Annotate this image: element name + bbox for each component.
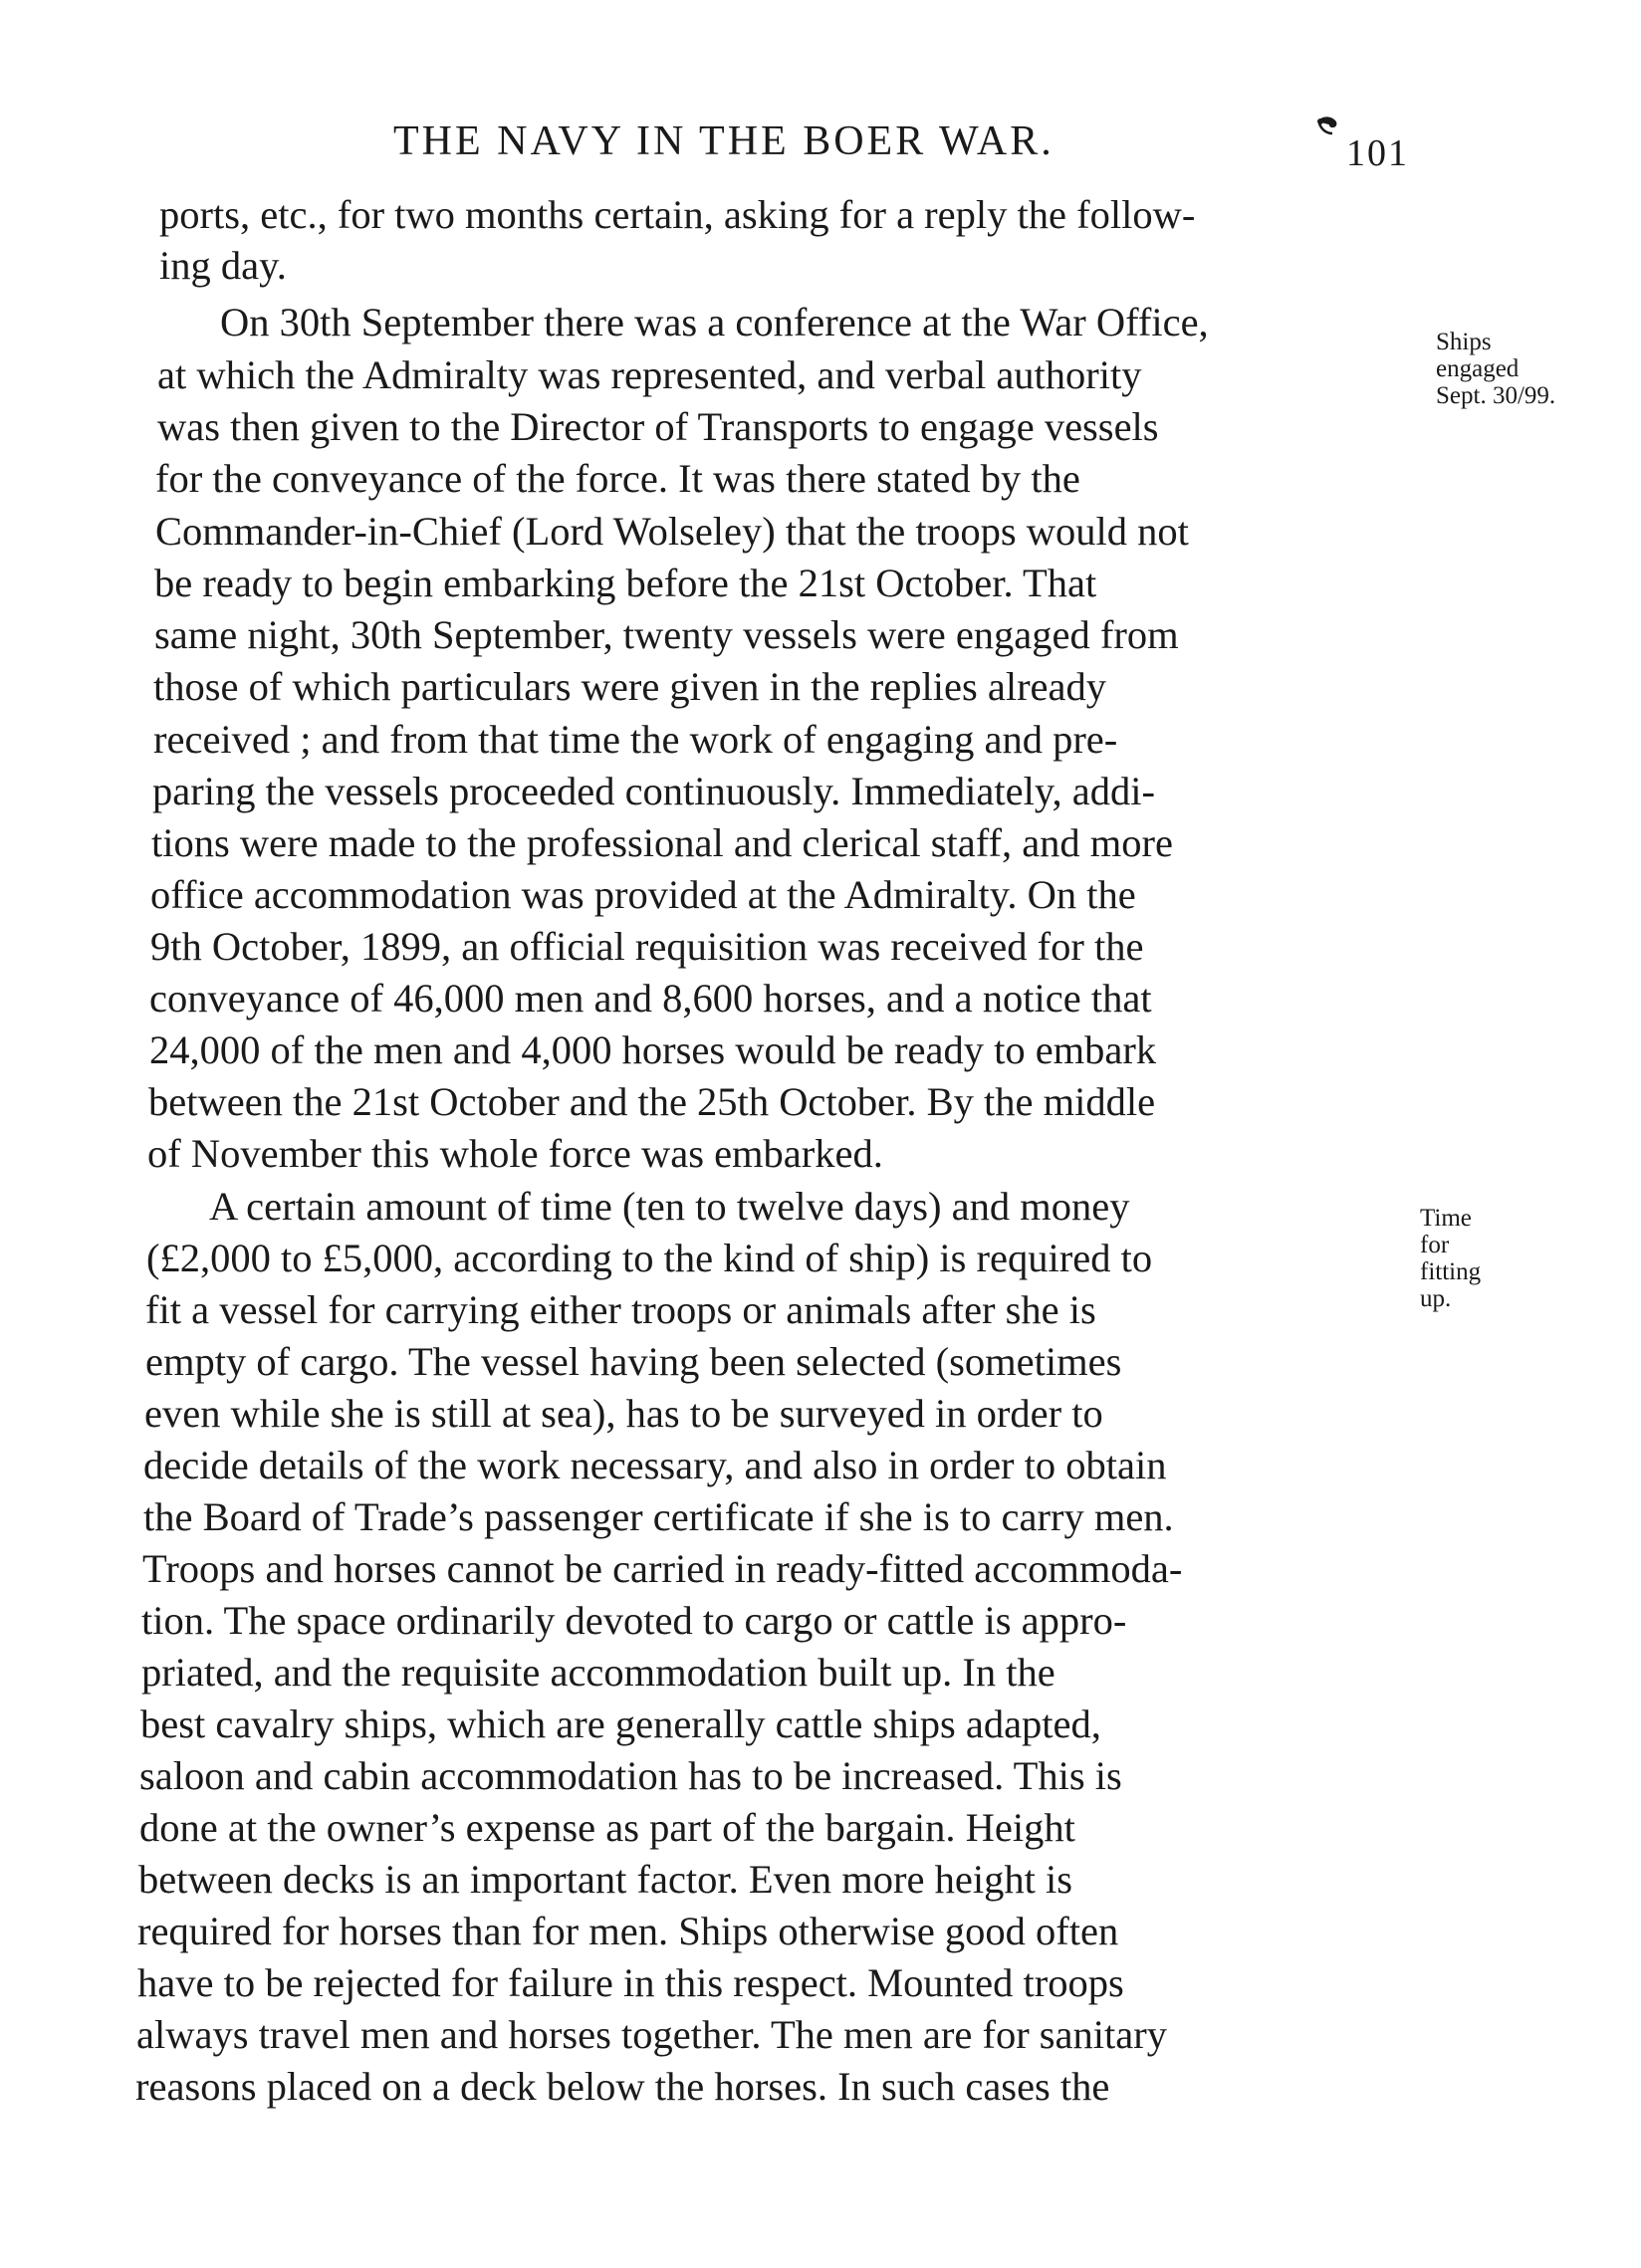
margin-note-time-for-fitting bbox=[1420, 1205, 1481, 1312]
text-line: paring the vessels proceeded continuously. Immediately, addi- bbox=[152, 769, 1155, 813]
text-line: empty of cargo. The vessel having been selected (sometimes bbox=[145, 1339, 1122, 1384]
text-line: the Board of Trade’s passenger certificate if she is to carry men. bbox=[143, 1494, 1174, 1539]
text-line: same night, 30th September, twenty vessels were engaged from bbox=[154, 612, 1179, 657]
fleuron-icon bbox=[1314, 113, 1340, 139]
margin-note-line: engaged bbox=[1436, 355, 1520, 382]
text-line: reasons placed on a deck below the horses. In such cases the bbox=[135, 2064, 1110, 2109]
text-line: best cavalry ships, which are generally cattle ships adapted, bbox=[140, 1701, 1101, 1746]
text-line: between the 21st October and the 25th October. By the middle bbox=[148, 1079, 1156, 1124]
margin-note-ships-engaged bbox=[1436, 329, 1555, 409]
text-line: Troops and horses cannot be carried in ready-fitted accommoda- bbox=[142, 1546, 1183, 1591]
text-line: (£2,000 to £5,000, according to the kind of ship) is required to bbox=[146, 1236, 1153, 1280]
text-line: be ready to begin embarking before the 21st October. That bbox=[154, 561, 1097, 605]
text-line: priated, and the requisite accommodation built up. In the bbox=[141, 1650, 1055, 1695]
text-line: tion. The space ordinarily devoted to cargo or cattle is appro- bbox=[141, 1598, 1127, 1643]
text-line: required for horses than for men. Ships otherwise good often bbox=[137, 1909, 1119, 1953]
text-line: office accommodation was provided at the Admiralty. On the bbox=[150, 872, 1136, 917]
text-line: fit a vessel for carrying either troops or animals after she is bbox=[145, 1287, 1096, 1332]
text-line: for the conveyance of the force. It was there stated by the bbox=[155, 456, 1080, 501]
text-line: On 30th September there was a conference at the War Office, bbox=[220, 300, 1209, 344]
text-line: was then given to the Director of Transports to engage vessels bbox=[157, 404, 1159, 449]
running-title: THE NAVY IN THE BOER WAR. bbox=[393, 118, 1055, 164]
text-line: at which the Admiralty was represented, and verbal authority bbox=[157, 352, 1142, 397]
text-line: 24,000 of the men and 4,000 horses would be ready to embark bbox=[149, 1027, 1157, 1072]
text-line: ports, etc., for two months certain, asking for a reply the follow- bbox=[159, 192, 1196, 237]
text-line: ing day. bbox=[159, 243, 287, 288]
text-line: decide details of the work necessary, and also in order to obtain bbox=[143, 1443, 1167, 1487]
text-line: always travel men and horses together. The men are for sanitary bbox=[136, 2012, 1168, 2057]
text-line: even while she is still at sea), has to be surveyed in order to bbox=[144, 1391, 1103, 1436]
text-line: conveyance of 46,000 men and 8,600 horses, and a notice that bbox=[149, 976, 1152, 1021]
margin-note-line: for bbox=[1420, 1232, 1450, 1258]
text-line: 9th October, 1899, an official requisition was received for the bbox=[150, 924, 1144, 969]
text-line: A certain amount of time (ten to twelve days) and money bbox=[209, 1184, 1130, 1229]
margin-note-line: Time bbox=[1420, 1205, 1472, 1232]
text-line: saloon and cabin accommodation has to be increased. This is bbox=[139, 1753, 1122, 1798]
text-line: done at the owner’s expense as part of the bargain. Height bbox=[139, 1805, 1075, 1850]
margin-note-line: Ships bbox=[1436, 329, 1492, 355]
margin-note-line: Sept. 30/99. bbox=[1436, 382, 1556, 409]
text-line: of November this whole force was embarked. bbox=[147, 1131, 883, 1176]
page-number: 101 bbox=[1346, 132, 1409, 174]
text-line: Commander-in-Chief (Lord Wolseley) that the troops would not bbox=[155, 509, 1189, 554]
margin-note-line: up. bbox=[1420, 1285, 1452, 1312]
text-line: received ; and from that time the work of engaging and pre- bbox=[153, 717, 1118, 762]
margin-note-line: fitting bbox=[1420, 1258, 1482, 1285]
text-line: have to be rejected for failure in this respect. Mounted troops bbox=[137, 1960, 1124, 2005]
text-line: tions were made to the professional and clerical staff, and more bbox=[151, 820, 1174, 865]
text-line: between decks is an important factor. Even more height is bbox=[138, 1857, 1072, 1902]
text-line: those of which particulars were given in the replies already bbox=[153, 664, 1107, 709]
